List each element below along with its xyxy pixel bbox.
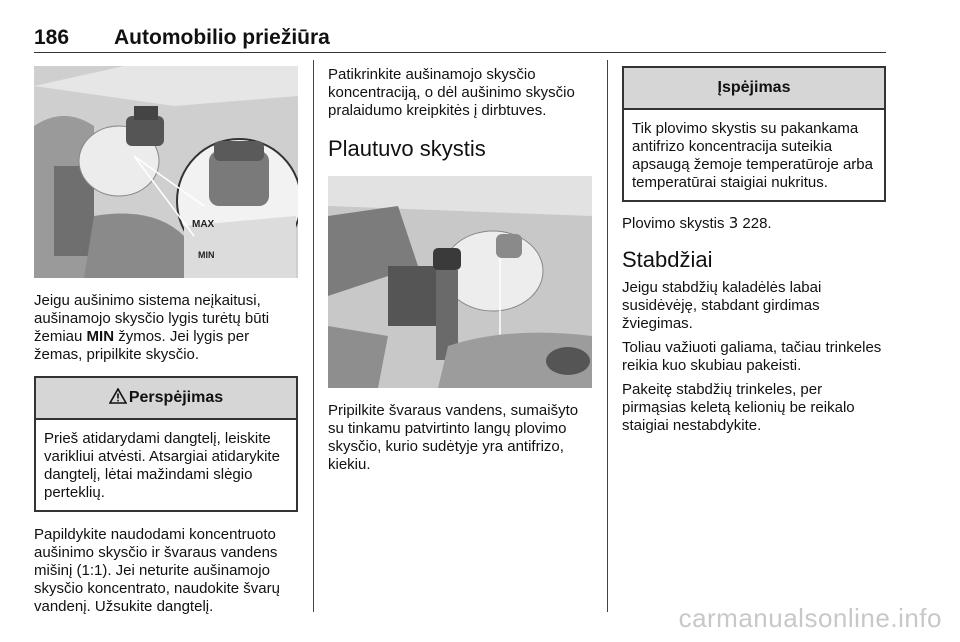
text-span: Jeigu aušinimo sistema neįkaitusi, aušinamojo skysčio lygis turėtų būti žemiau bbox=[34, 292, 270, 345]
page-ref-arrow-icon: 3 bbox=[728, 214, 739, 232]
warning-triangle-icon bbox=[109, 388, 127, 404]
brakes-heading: Stabdžiai bbox=[622, 247, 713, 272]
washer-reference bbox=[622, 214, 886, 233]
page-header bbox=[34, 26, 886, 52]
column-1 bbox=[34, 66, 298, 622]
washer-fill-paragraph: Pripilkite švaraus vandens, sumaišyto su tinkamu patvirtinto langų plovimo skysčio, kurio sudėtyje yra antifrizo, kiekiu. bbox=[328, 402, 579, 473]
warning-body bbox=[36, 420, 296, 510]
min-bold: MIN bbox=[86, 328, 115, 345]
column-divider-1 bbox=[313, 60, 314, 612]
brakes-paragraph-1: Jeigu stabdžių kaladėlės labai susidėvėję, stabdant girdimas žviegimas. bbox=[622, 279, 822, 332]
coolant-reservoir-photo bbox=[34, 66, 298, 278]
text-span: 228. bbox=[738, 215, 772, 232]
column-divider-2 bbox=[607, 60, 608, 612]
brakes-paragraph-3: Pakeitę stabdžių trinkeles, per pirmąsias keletą kelionių be reikalo staigiai nestabdykite. bbox=[622, 381, 855, 434]
warning-header bbox=[36, 378, 296, 420]
column-3 bbox=[622, 66, 886, 441]
warning-text: Prieš atidarydami dangtelį, leiskite varikliui atvėsti. Atsargiai atidarykite dangtelį, lėtai mažindami slėgio perteklių. bbox=[44, 430, 280, 501]
washer-reservoir-photo bbox=[328, 176, 592, 388]
watermark: carmanualsonline.info bbox=[678, 603, 942, 633]
refill-paragraph: Papildykite naudodami koncentruoto aušinimo skysčio ir švaraus vandens mišinį (1:1). Jei neturite aušinamojo skysčio koncentrato, naudokite švarų vandenį. Užsukite dangtelį. bbox=[34, 526, 280, 615]
text-span: Plovimo skystis bbox=[622, 215, 729, 232]
notice-box bbox=[622, 66, 886, 202]
coolant-level-paragraph bbox=[34, 292, 298, 364]
washer-fluid-heading: Plautuvo skystis bbox=[328, 136, 486, 161]
notice-text: Tik plovimo skystis su pakankama antifrizo koncentracija suteikia apsaugą žemoje temperatūroje arba temperatūrai staigiai nukritus. bbox=[632, 120, 873, 191]
washer-illustration bbox=[328, 176, 592, 388]
max-label: MAX bbox=[192, 219, 215, 230]
notice-header: Įspėjimas bbox=[624, 68, 884, 110]
concentration-paragraph: Patikrinkite aušinamojo skysčio koncentraciją, o dėl aušinimo skysčio pralaidumo kreipkitės į dirbtuves. bbox=[328, 66, 575, 119]
notice-body bbox=[624, 110, 884, 200]
page-number: 186 bbox=[34, 26, 70, 49]
text-span: žymos. Jei lygis per žemas, pripilkite skysčio. bbox=[34, 328, 250, 363]
warning-box bbox=[34, 376, 298, 512]
column-2 bbox=[328, 66, 592, 480]
warning-title: Perspėjimas bbox=[128, 389, 224, 406]
min-label: MIN bbox=[198, 250, 215, 260]
header-rule bbox=[34, 52, 886, 53]
coolant-illustration bbox=[34, 66, 298, 278]
brakes-paragraph-2: Toliau važiuoti galiama, tačiau trinkeles reikia kuo skubiau pakeisti. bbox=[622, 339, 882, 374]
page-title: Automobilio priežiūra bbox=[114, 26, 330, 49]
